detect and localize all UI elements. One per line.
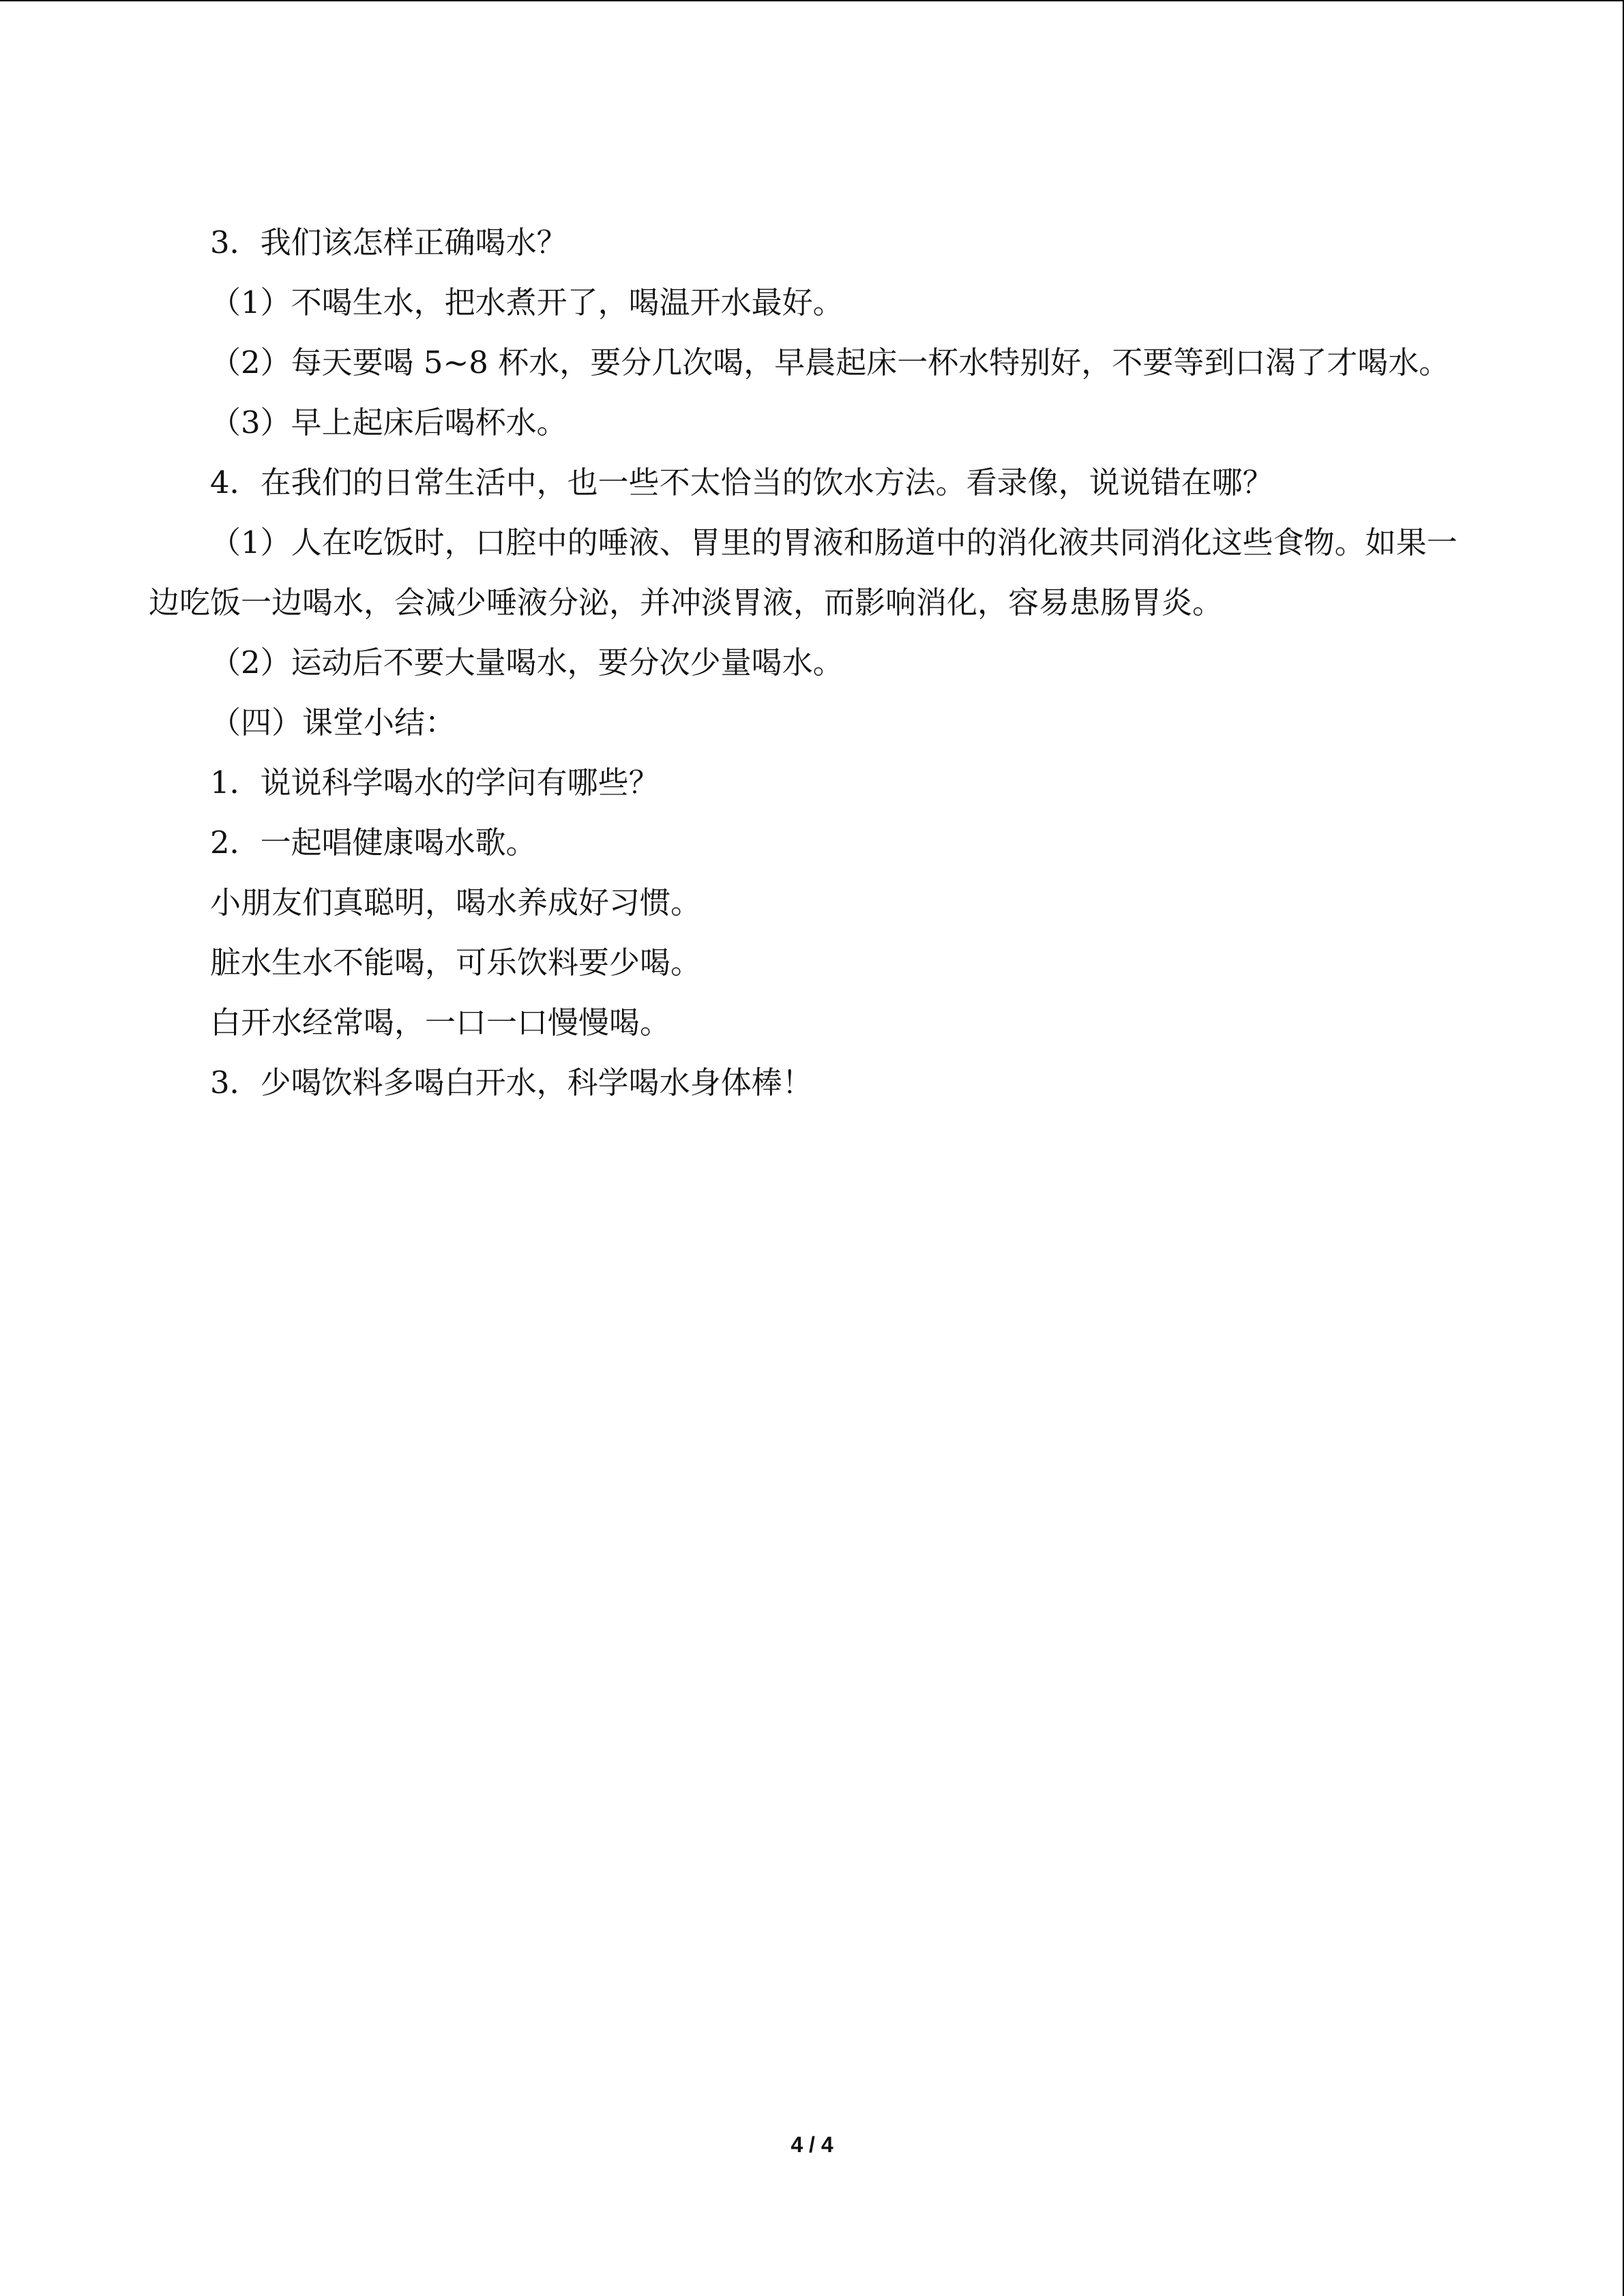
paragraph-item: （2）每天要喝 5~8 杯水，要分几次喝，早晨起床一杯水特别好，不要等到口渴了才喝水。 (210, 344, 1450, 381)
paragraph-item: 2．一起唱健康喝水歌。 (210, 824, 537, 861)
paragraph-item: （1）不喝生水，把水煮开了，喝温开水最好。 (210, 284, 844, 320)
paragraph-section-4: 4．在我们的日常生活中，也一些不太恰当的饮水方法。看录像，说说错在哪？ (210, 464, 1273, 501)
paragraph-item: （2）运动后不要大量喝水，要分次少量喝水。 (210, 644, 844, 681)
page-number: 4 / 4 (791, 2132, 833, 2157)
paragraph-item: 1．说说科学喝水的学问有哪些？ (210, 764, 660, 801)
paragraph-heading-summary: （四）课堂小结： (210, 704, 456, 741)
paragraph-item: （1）人在吃饭时，口腔中的唾液、胃里的胃液和肠道中的消化液共同消化这些食物。如果一边吃饭一边喝水，会减少唾液分泌，并冲淡胃液，而影响消化，容易患肠胃炎。 (149, 524, 1458, 621)
paragraph-item: （3）早上起床后喝杯水。 (210, 404, 567, 441)
song-line: 脏水生水不能喝，可乐饮料要少喝。 (210, 944, 702, 981)
paragraph-section-3: 3．我们该怎样正确喝水？ (210, 224, 567, 260)
song-line: 白开水经常喝，一口一口慢慢喝。 (210, 1004, 671, 1041)
document-body (149, 213, 1479, 1113)
paragraph-item: 3．少喝饮料多喝白开水，科学喝水身体棒！ (210, 1064, 813, 1101)
song-line: 小朋友们真聪明，喝水养成好习惯。 (210, 884, 702, 921)
